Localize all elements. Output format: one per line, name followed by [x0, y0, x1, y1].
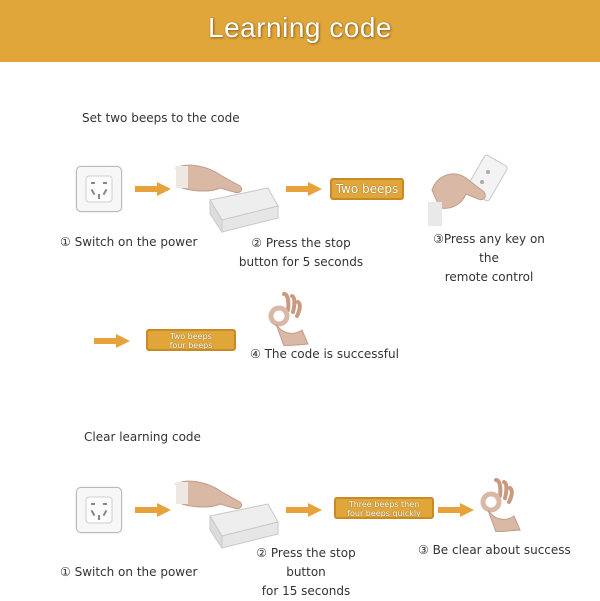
wall-socket-icon: [76, 487, 122, 533]
set-step3-line1: ③Press any key on the: [433, 232, 545, 265]
set-section-title: Set two beeps to the code: [82, 111, 240, 125]
arrow-right-icon: [135, 182, 171, 196]
set-step2-line2: button for 5 seconds: [238, 255, 364, 269]
clear-step2-line1: ② Press the stop button: [256, 546, 356, 579]
arrow-right-icon: [438, 503, 474, 517]
arrow-right-icon: [286, 182, 322, 196]
two-beeps-four-beeps-box: [146, 329, 236, 351]
hand-remote-icon: [428, 150, 512, 228]
two-beeps-box: Two beeps: [330, 178, 404, 200]
label-box-line2: four beeps quickly: [347, 509, 421, 518]
set-step2-label: [236, 234, 366, 272]
ok-hand-gesture-icon: [262, 290, 312, 346]
label-box-line1: Two beeps: [170, 332, 212, 341]
label-box-line2: four beeps: [169, 341, 213, 350]
label-box-line1: Three beeps then: [348, 500, 420, 509]
clear-step2-label: [236, 544, 376, 601]
ok-hand-gesture-icon: [474, 476, 524, 532]
hand-pressing-button-icon: [174, 162, 282, 234]
clear-step1-label: ① Switch on the power: [60, 565, 198, 579]
set-step3-line2: remote control: [444, 270, 534, 284]
set-step3-label: [422, 230, 556, 287]
arrow-right-icon: [94, 334, 130, 348]
clear-step3-label: ③ Be clear about success: [418, 543, 571, 557]
hand-pressing-button-icon: [174, 478, 282, 550]
arrow-right-icon: [286, 503, 322, 517]
wall-socket-icon: [76, 166, 122, 212]
clear-section-title: Clear learning code: [84, 430, 201, 444]
title-banner: [0, 0, 600, 62]
arrow-right-icon: [135, 503, 171, 517]
page-title: Learning code: [208, 12, 392, 43]
clear-step2-line2: for 15 seconds: [261, 584, 351, 598]
set-step2-line1: ② Press the stop: [251, 236, 351, 250]
three-beeps-box: [334, 497, 434, 519]
set-step1-label: ① Switch on the power: [60, 235, 198, 249]
set-step4-label: ④ The code is successful: [250, 347, 399, 361]
